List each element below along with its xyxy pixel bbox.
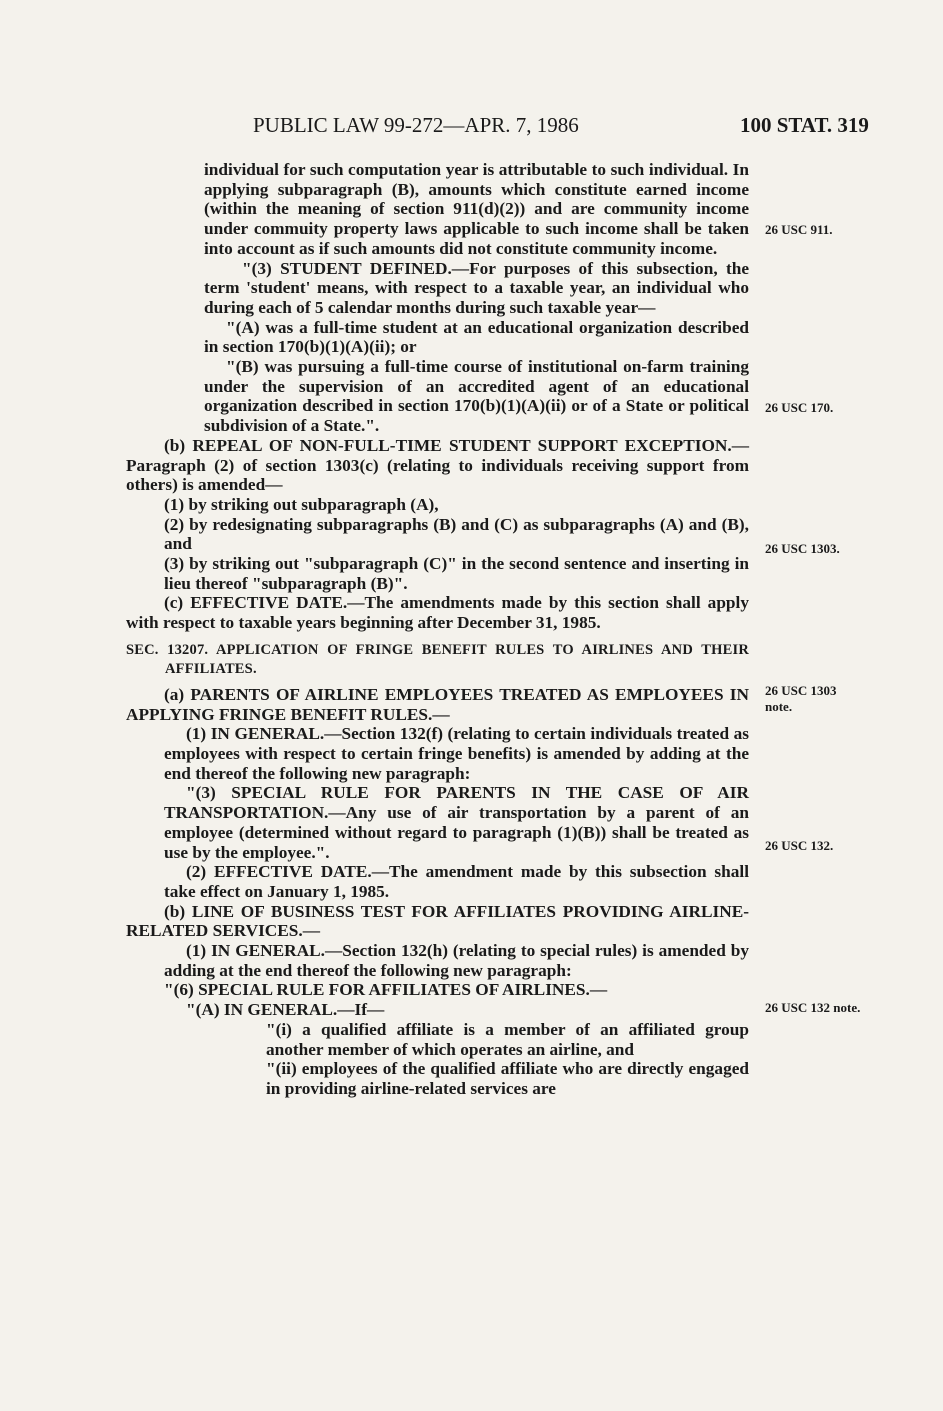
paragraph: (2) by redesignating subparagraphs (B) and (C) as subparagraphs (A) and (B), and bbox=[164, 514, 749, 554]
paragraph: (b) LINE OF BUSINESS TEST FOR AFFILIATES PROVIDING AIRLINE-RELATED SERVICES.— bbox=[126, 901, 749, 941]
paragraph: (2) EFFECTIVE DATE.—The amendment made by this subsection shall take effect on January 1, 1985. bbox=[164, 862, 749, 901]
margin-note: 26 USC 132. bbox=[765, 838, 834, 853]
paragraph: "(3) SPECIAL RULE FOR PARENTS IN THE CASE OF AIR TRANSPORTATION.—Any use of air transportation by a parent of an employee (determined without regard to paragraph (1)(B)) shall be treated as use by the employee.". bbox=[164, 783, 749, 862]
header-title: PUBLIC LAW 99-272—APR. 7, 1986 bbox=[253, 113, 579, 137]
paragraph: "(6) SPECIAL RULE FOR AFFILIATES OF AIRLINES.— bbox=[164, 980, 608, 1000]
paragraph: "(3) STUDENT DEFINED.—For purposes of this subsection, the term 'student' means, with respect to a taxable year, an individual who during each of 5 calendar months during such taxable year— bbox=[204, 258, 749, 317]
paragraph: "(A) IN GENERAL.—If— bbox=[186, 1000, 385, 1020]
paragraph: (a) PARENTS OF AIRLINE EMPLOYEES TREATED AS EMPLOYEES IN APPLYING FRINGE BENEFIT RULES.— bbox=[126, 684, 749, 724]
margin-note: 26 USC 170. bbox=[765, 400, 834, 415]
margin-note: 26 USC 132 note. bbox=[765, 1000, 861, 1015]
section-heading: SEC. 13207. APPLICATION OF FRINGE BENEFIT RULES TO AIRLINES AND THEIR AFFILIATES. bbox=[126, 641, 749, 677]
paragraph: individual for such computation year is attributable to such individual. In applying subparagraph (B), amounts which constitute earned income (within the meaning of section 911(d)(2)) and are community income under commuity property laws applicable to such income shall be taken into account as if such amounts did not constitute community income. bbox=[204, 160, 749, 258]
paragraph: (1) by striking out subparagraph (A), bbox=[164, 494, 439, 514]
header-stat-page: 100 STAT. 319 bbox=[740, 113, 869, 137]
paragraph: "(A) was a full-time student at an educational organization described in section 170(b)(1)(A)(ii); or bbox=[204, 317, 749, 357]
body-text bbox=[126, 160, 749, 1099]
margin-note: 26 USC 911. bbox=[765, 222, 833, 237]
paragraph: (b) REPEAL OF NON-FULL-TIME STUDENT SUPPORT EXCEPTION.—Paragraph (2) of section 1303(c) (relating to individuals receiving support from others) is amended— bbox=[126, 435, 749, 495]
paragraph: "(ii) employees of the qualified affiliate who are directly engaged in providing airline-related services are bbox=[266, 1059, 749, 1098]
paragraph: (3) by striking out "subparagraph (C)" in the second sentence and inserting in lieu thereof "subparagraph (B)". bbox=[164, 554, 749, 593]
page-header bbox=[0, 113, 943, 143]
paragraph: (c) EFFECTIVE DATE.—The amendments made by this section shall apply with respect to taxable years beginning after December 31, 1985. bbox=[126, 593, 749, 633]
paragraph: "(i) a qualified affiliate is a member of an affiliated group another member of which operates an airline, and bbox=[266, 1019, 749, 1059]
paragraph: "(B) was pursuing a full-time course of institutional on-farm training under the supervision of an accredited agent of an educational organization described in section 170(b)(1)(A)(ii) or of a State or political subdivision of a State.". bbox=[204, 357, 749, 436]
margin-note: 26 USC 1303. bbox=[765, 541, 840, 556]
margin-note: 26 USC 1303 note. bbox=[765, 683, 837, 714]
paragraph: (1) IN GENERAL.—Section 132(f) (relating to certain individuals treated as employees with respect to certain fringe benefits) is amended by adding at the end thereof the following new paragraph: bbox=[164, 724, 749, 783]
paragraph: (1) IN GENERAL.—Section 132(h) (relating to special rules) is amended by adding at the end thereof the following new paragraph: bbox=[164, 941, 749, 980]
